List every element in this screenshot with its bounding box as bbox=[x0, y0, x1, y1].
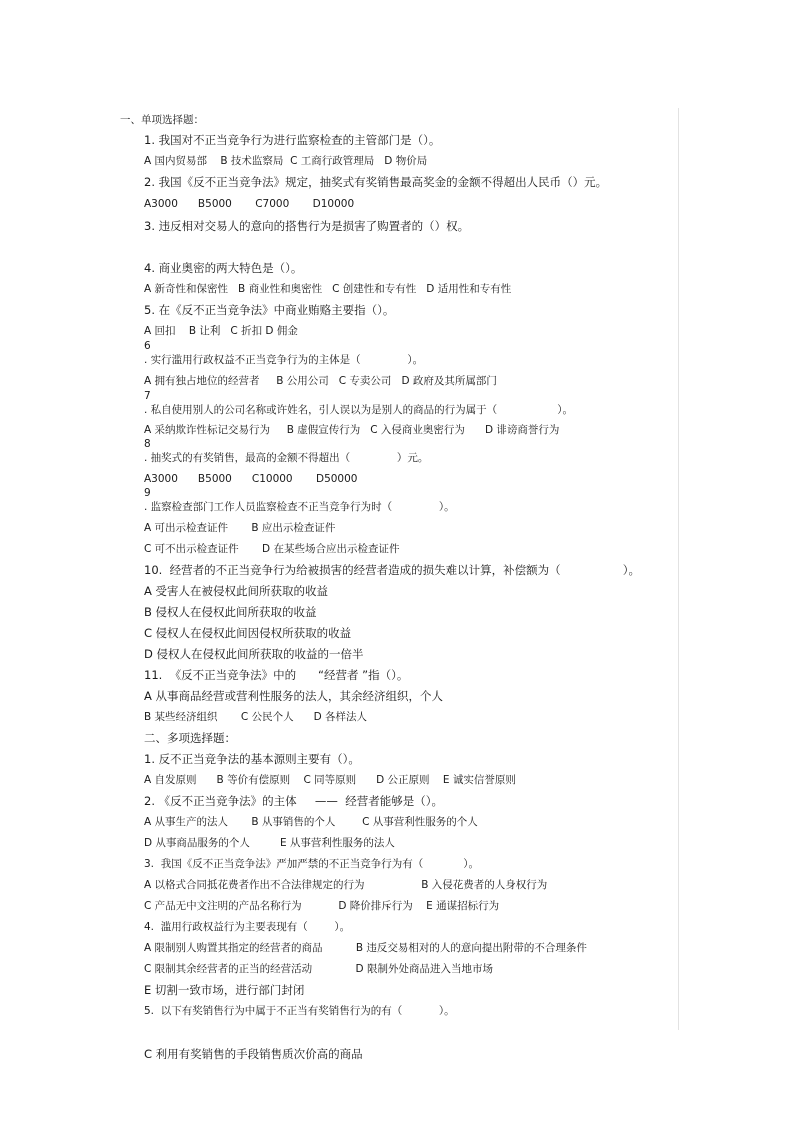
multi-q4-options-cd: C 限制其余经营者的正当的经营活动 D 限制外处商品进入当地市场 bbox=[144, 963, 493, 975]
single-q10: 10. 经营者的不正当竞争行为给被损害的经营者造成的损失难以计算，补偿额为（ ）。 bbox=[144, 563, 640, 577]
single-q9-number: 9 bbox=[144, 487, 151, 499]
single-q5: 5. 在《反不正当竞争法》中商业贿赂主要指（）。 bbox=[144, 303, 395, 317]
single-q10-option-a: A 受害人在被侵权此间所获取的收益 bbox=[144, 584, 329, 598]
single-q11-options-bcd: B 某些经济组织 C 公民个人 D 各样法人 bbox=[144, 711, 368, 723]
single-q6: . 实行滥用行政权益不正当竞争行为的主体是（ ）。 bbox=[144, 354, 424, 366]
single-q11-option-a: A 从事商品经营或营利性服务的法人，其余经济组织，个人 bbox=[144, 689, 444, 703]
multi-q2: 2. 《反不正当竞争法》的主体 —— 经营者能够是（）。 bbox=[144, 794, 443, 808]
multi-q3: 3. 我国《反不正当竞争法》严加严禁的不正当竞争行为有（ ）。 bbox=[144, 858, 479, 870]
single-q11: 11. 《反不正当竞争法》中的 “经营者 ”指（）。 bbox=[144, 668, 409, 682]
multi-q3-options-cde: C 产品无中文注明的产品名称行为 D 降价排斥行为 E 通谋招标行为 bbox=[144, 900, 500, 912]
single-q1: 1. 我国对不正当竞争行为进行监察检查的主管部门是（）。 bbox=[144, 133, 441, 147]
section-title-multiple-choice: 二、多项选择题： bbox=[144, 731, 236, 745]
multi-q3-options-ab: A 以格式合同抵花费者作出不合法律规定的行为 B 入侵花费者的人身权行为 bbox=[144, 879, 548, 891]
single-q2: 2. 我国《反不正当竞争法》规定，抽奖式有奖销售最高奖金的金额不得超出人民币（）元。 bbox=[144, 175, 608, 189]
section-title-single-choice: 一、单项选择题： bbox=[120, 114, 204, 126]
multi-q5: 5. 以下有奖销售行为中属于不正当有奖销售行为的有（ ）。 bbox=[144, 1005, 455, 1017]
multi-q2-options-de: D 从事商品服务的个人 E 从事营利性服务的法人 bbox=[144, 837, 395, 849]
multi-q4-options-ab: A 限制别人购置其指定的经营者的商品 B 违反交易相对的人的意向提出附带的不合理条件 bbox=[144, 942, 587, 954]
single-q8-number: 8 bbox=[144, 438, 151, 450]
single-q5-options: A 回扣 B 让利 C 折扣 D 佣金 bbox=[144, 325, 298, 337]
single-q7: . 私自使用别人的公司名称或许姓名，引人误以为是别人的商品的行为属于（ ）。 bbox=[144, 404, 574, 416]
multi-q1-options: A 自发原则 B 等价有偿原则 C 同等原则 D 公正原则 E 诚实信誉原则 bbox=[144, 774, 516, 786]
multi-q5-option-c: C 利用有奖销售的手段销售质次价高的商品 bbox=[144, 1047, 363, 1061]
multi-q4: 4. 滥用行政权益行为主要表现有（ ）。 bbox=[144, 921, 351, 933]
single-q8-options: A3000 B5000 C10000 D50000 bbox=[144, 473, 358, 485]
single-q9-options-ab: A 可出示检查证件 B 应出示检查证件 bbox=[144, 522, 336, 534]
single-q6-number: 6 bbox=[144, 340, 151, 352]
single-q9: . 监察检查部门工作人员监察检查不正当竞争行为时（ ）。 bbox=[144, 501, 455, 513]
multi-q1: 1. 反不正当竞争法的基本源则主要有（）。 bbox=[144, 752, 360, 766]
single-q7-number: 7 bbox=[144, 390, 151, 402]
multi-q4-option-e: E 切割一致市场，进行部门封闭 bbox=[144, 983, 305, 997]
single-q9-options-cd: C 可不出示检查证件 D 在某些场合应出示检查证件 bbox=[144, 543, 400, 555]
single-q3: 3. 违反相对交易人的意向的搭售行为是损害了购置者的（）权。 bbox=[144, 219, 470, 233]
multi-q2-options-abc: A 从事生产的法人 B 从事销售的个人 C 从事营利性服务的个人 bbox=[144, 816, 478, 828]
single-q1-options: A 国内贸易部 B 技术监察局 C 工商行政管理局 D 物价局 bbox=[144, 155, 428, 167]
single-q10-option-b: B 侵权人在侵权此间所获取的收益 bbox=[144, 605, 317, 619]
single-q10-option-c: C 侵权人在侵权此间因侵权所获取的收益 bbox=[144, 626, 352, 640]
single-q10-option-d: D 侵权人在侵权此间所获取的收益的一倍半 bbox=[144, 647, 364, 661]
page-margin-line bbox=[678, 108, 679, 1030]
single-q2-options: A3000 B5000 C7000 D10000 bbox=[144, 198, 355, 210]
single-q4: 4. 商业奥密的两大特色是（）。 bbox=[144, 261, 303, 275]
single-q4-options: A 新奇性和保密性 B 商业性和奥密性 C 创建性和专有性 D 适用性和专有性 bbox=[144, 283, 512, 295]
single-q8: . 抽奖式的有奖销售，最高的金额不得超出（ ）元。 bbox=[144, 452, 429, 464]
single-q6-options: A 拥有独占地位的经营者 B 公用公司 C 专卖公司 D 政府及其所属部门 bbox=[144, 375, 497, 387]
single-q7-options: A 采纳欺诈性标记交易行为 B 虚假宣传行为 C 入侵商业奥密行为 D 诽谤商誉行为 bbox=[144, 424, 560, 436]
